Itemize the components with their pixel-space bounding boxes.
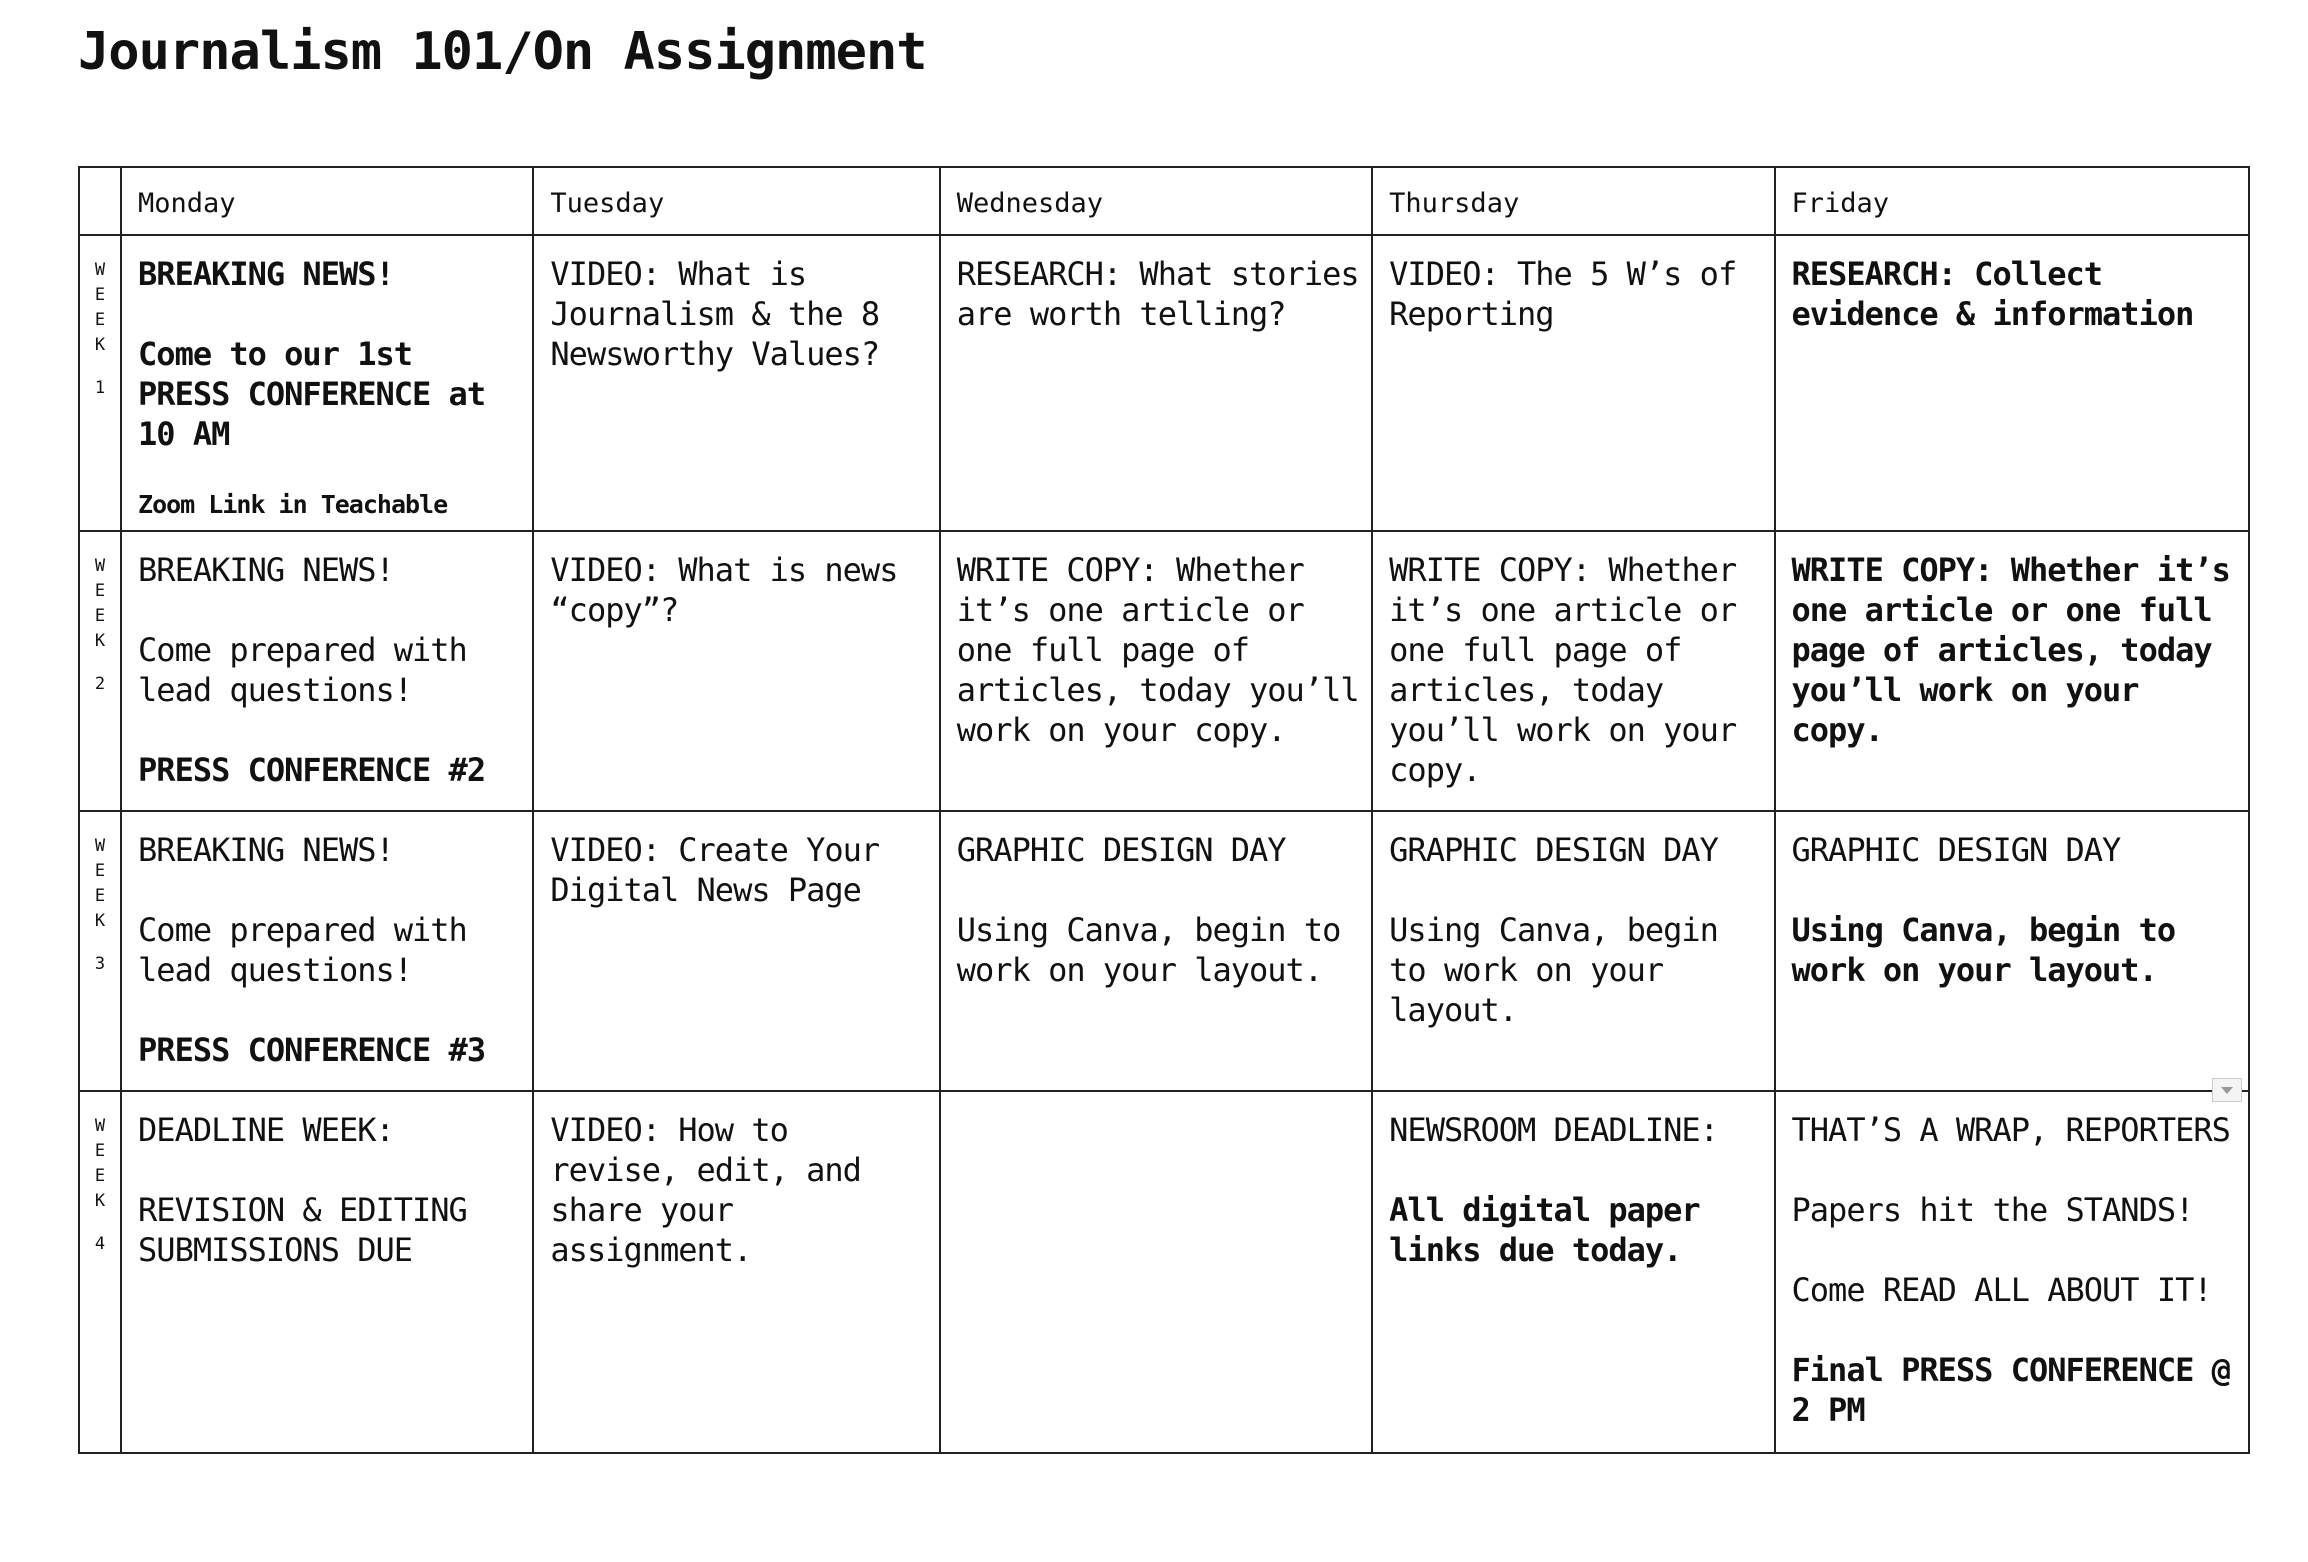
cell-text: Final PRESS CONFERENCE @ 2 PM bbox=[1791, 1351, 2230, 1429]
cell-text: Come READ ALL ABOUT IT! bbox=[1791, 1271, 2212, 1309]
cell-text: GRAPHIC DESIGN DAY bbox=[956, 831, 1286, 869]
schedule-cell bbox=[533, 531, 939, 811]
header-row bbox=[79, 167, 2249, 235]
cell-text: REVISION & EDITING SUBMISSIONS DUE bbox=[138, 1191, 467, 1269]
cell-text: Using Canva, begin to work on your layout. bbox=[1389, 911, 1718, 1029]
cell-text: RESEARCH: What stories are worth telling? bbox=[956, 255, 1359, 333]
week-row bbox=[79, 1091, 2249, 1453]
cell-text: VIDEO: What is news “copy”? bbox=[550, 551, 898, 629]
week-label: WEEK bbox=[94, 836, 106, 931]
week-number: 2 bbox=[94, 674, 106, 694]
schedule-cell bbox=[121, 811, 533, 1091]
week-label: WEEK bbox=[94, 260, 106, 355]
day-header: Tuesday bbox=[533, 167, 939, 235]
cell-text: VIDEO: The 5 W’s of Reporting bbox=[1389, 255, 1737, 333]
cell-text: WRITE COPY: Whether it’s one article or one full page of articles, today you’ll work on your copy. bbox=[956, 551, 1359, 749]
schedule-cell bbox=[1775, 1091, 2249, 1453]
day-header: Thursday bbox=[1372, 167, 1774, 235]
schedule-cell bbox=[1372, 531, 1774, 811]
cell-dropdown-icon[interactable] bbox=[2212, 1078, 2242, 1102]
page-title: Journalism 101/On Assignment bbox=[78, 22, 927, 82]
week-label-cell bbox=[79, 1091, 121, 1453]
cell-text: VIDEO: What is Journalism & the 8 Newsworthy Values? bbox=[550, 255, 880, 373]
week-label-cell bbox=[79, 811, 121, 1091]
cell-text: Come prepared with lead questions! bbox=[138, 631, 467, 709]
cell-text: GRAPHIC DESIGN DAY bbox=[1791, 831, 2121, 869]
cell-text: VIDEO: How to revise, edit, and share your assignment. bbox=[550, 1111, 861, 1269]
schedule-cell bbox=[121, 531, 533, 811]
cell-text: Zoom Link in Teachable bbox=[138, 490, 448, 519]
schedule-cell bbox=[1775, 235, 2249, 531]
cell-text: Papers hit the STANDS! bbox=[1791, 1191, 2194, 1229]
schedule-cell bbox=[940, 235, 1372, 531]
cell-text: VIDEO: Create Your Digital News Page bbox=[550, 831, 880, 909]
day-header: Friday bbox=[1775, 167, 2249, 235]
cell-text: All digital paper links due today. bbox=[1389, 1191, 1700, 1269]
cell-text: DEADLINE WEEK: bbox=[138, 1111, 394, 1149]
schedule-cell bbox=[940, 531, 1372, 811]
cell-text: PRESS CONFERENCE #2 bbox=[138, 751, 486, 789]
schedule-cell bbox=[1372, 811, 1774, 1091]
cell-text: Using Canva, begin to work on your layout. bbox=[1791, 911, 2176, 989]
cell-text: THAT’S A WRAP, REPORTERS bbox=[1791, 1111, 2230, 1149]
schedule-cell bbox=[533, 811, 939, 1091]
cell-text: BREAKING NEWS! bbox=[138, 255, 394, 293]
week-row bbox=[79, 235, 2249, 531]
week-label-cell bbox=[79, 235, 121, 531]
cell-text: WRITE COPY: Whether it’s one article or one full page of articles, today you’ll work on your copy. bbox=[1389, 551, 1737, 789]
schedule-cell bbox=[1372, 235, 1774, 531]
week-row bbox=[79, 531, 2249, 811]
schedule-cell bbox=[533, 1091, 939, 1453]
schedule-cell bbox=[1775, 531, 2249, 811]
schedule-cell bbox=[940, 1091, 1372, 1453]
cell-text: Using Canva, begin to work on your layout. bbox=[956, 911, 1341, 989]
day-header: Monday bbox=[121, 167, 533, 235]
schedule-cell bbox=[533, 235, 939, 531]
week-label-cell bbox=[79, 531, 121, 811]
cell-text: BREAKING NEWS! bbox=[138, 831, 394, 869]
week-number: 1 bbox=[94, 378, 106, 398]
schedule-cell bbox=[940, 811, 1372, 1091]
week-number: 4 bbox=[94, 1234, 106, 1254]
week-label: WEEK bbox=[94, 556, 106, 651]
schedule-table bbox=[78, 166, 2250, 1454]
day-header: Wednesday bbox=[940, 167, 1372, 235]
schedule-cell bbox=[1372, 1091, 1774, 1453]
cell-text: GRAPHIC DESIGN DAY bbox=[1389, 831, 1718, 869]
schedule-cell bbox=[121, 1091, 533, 1453]
cell-text: Come to our 1st PRESS CONFERENCE at 10 AM bbox=[138, 335, 486, 453]
cell-text: RESEARCH: Collect evidence & information bbox=[1791, 255, 2194, 333]
cell-text: PRESS CONFERENCE #3 bbox=[138, 1031, 486, 1069]
week-label: WEEK bbox=[94, 1116, 106, 1211]
cell-text: Come prepared with lead questions! bbox=[138, 911, 467, 989]
week-number: 3 bbox=[94, 954, 106, 974]
schedule-cell bbox=[121, 235, 533, 531]
cell-text: WRITE COPY: Whether it’s one article or one full page of articles, today you’ll work on your copy. bbox=[1791, 551, 2230, 749]
cell-text: BREAKING NEWS! bbox=[138, 551, 394, 589]
week-row bbox=[79, 811, 2249, 1091]
cell-text: NEWSROOM DEADLINE: bbox=[1389, 1111, 1718, 1149]
header-corner-cell bbox=[79, 167, 121, 235]
schedule-cell bbox=[1775, 811, 2249, 1091]
